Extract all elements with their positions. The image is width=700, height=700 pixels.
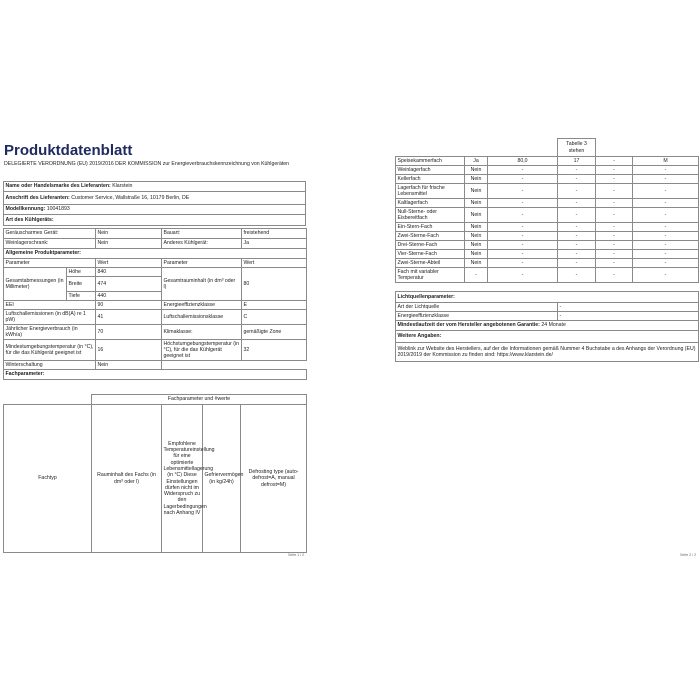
compartment-name: Null-Sterne- oder Eisbereitfach [396, 208, 465, 223]
empty-cell [488, 139, 558, 157]
table-row [396, 241, 699, 250]
device-type-table [3, 228, 307, 259]
volume-value: 80 [242, 268, 307, 301]
empty-cell [242, 361, 307, 370]
table-row [396, 175, 699, 184]
more-info-text: Weblink zur Website des Herstellers, auf der die Informationen gemäß Nummer 4 Buchstabe a des Anhangs der Verordnung (EU) 2019/2019 der Kommission zu finden sind: https://www.klarstein.de/ [396, 343, 699, 362]
regulation-intro: DELEGIERTE VERORDNUNG (EU) 2019/2016 DER KOMMISSION zur Energieverbrauchskennzeichnung von Kühlgeräten [4, 161, 290, 167]
compartment-freeze: - [596, 259, 633, 268]
compartment-present: Nein [465, 184, 488, 199]
compartment-header: Fachparameter: [4, 370, 307, 380]
other-value: Ja [242, 239, 307, 249]
compartment-present: Nein [465, 199, 488, 208]
compartment-present: Nein [465, 208, 488, 223]
eei-label: EEI [4, 301, 96, 310]
compartment-temp: - [558, 232, 596, 241]
noise-class-label: Luftschallemissionsklasse [162, 310, 242, 325]
compartment-freeze: - [596, 250, 633, 259]
depth-value: 440 [96, 292, 162, 301]
empty-cell [465, 139, 488, 157]
table-row [396, 184, 699, 199]
warranty-row: Mindestlaufzeit der vom Hersteller angebotenen Garantie: 24 Monate [396, 321, 699, 331]
table-row [396, 157, 699, 166]
table-row [396, 223, 699, 232]
table-row [396, 232, 699, 241]
compartment-defrost: - [633, 259, 699, 268]
general-params-table [3, 258, 307, 380]
compartment-name: Ein-Stern-Fach [396, 223, 465, 232]
compartment-temp: - [558, 241, 596, 250]
compartment-temp: - [558, 175, 596, 184]
compartment-defrost: - [633, 199, 699, 208]
value-col-header: Wert [96, 259, 162, 268]
volume-col-header: Rauminhalt des Fachs (in dm³ oder l) [92, 405, 162, 553]
supplier-table [3, 181, 306, 226]
compartment-defrost: - [633, 223, 699, 232]
quiet-label: Geräuscharmes Gerät: [4, 229, 96, 239]
width-label: Breite [67, 277, 96, 292]
compartment-present: Nein [465, 166, 488, 175]
climate-label: Klimaklasse: [162, 325, 242, 340]
empty-cell [162, 361, 242, 370]
compartment-name: Speisekammerfach [396, 157, 465, 166]
max-temp-value: 32 [242, 340, 307, 361]
compartment-volume: - [488, 250, 558, 259]
compartment-present: Nein [465, 241, 488, 250]
supplier-address-row: Anschrift des Lieferanten: Customer Service, Wallstraße 16, 10179 Berlin, DE [4, 192, 306, 205]
compartment-freeze: - [596, 184, 633, 199]
compartment-name: Vier-Sterne-Fach [396, 250, 465, 259]
compartment-present: Nein [465, 232, 488, 241]
build-value: freistehend [242, 229, 307, 239]
compartment-subheader: Fachparameter und #werte [92, 395, 307, 405]
compartment-defrost: - [633, 268, 699, 283]
eei-value: 90 [96, 301, 162, 310]
energy-label: Jährlicher Energieverbrauch (in kWh/a) [4, 325, 96, 340]
compartment-volume: - [488, 175, 558, 184]
wine-label: Weinlagerschrank: [4, 239, 96, 249]
compartment-table [3, 394, 307, 553]
compartment-temp: - [558, 259, 596, 268]
compartment-name: Fach mit variabler Temperatur [396, 268, 465, 283]
compartment-freeze: - [596, 232, 633, 241]
compartment-volume: - [488, 199, 558, 208]
light-header: Lichtquellenparameter: [396, 292, 699, 303]
light-type-label: Art der Lichtquelle [396, 303, 558, 312]
compartment-temp: - [558, 199, 596, 208]
width-value: 474 [96, 277, 162, 292]
empty-cell [596, 139, 633, 157]
light-warranty-table [395, 291, 699, 362]
energy-value: 70 [96, 325, 162, 340]
compartment-freeze: - [596, 199, 633, 208]
compartment-present: Nein [465, 175, 488, 184]
empty-cell [4, 395, 92, 405]
compartment-volume: - [488, 208, 558, 223]
volume-label: Gesamtrauminhalt (in dm³ oder l) [162, 268, 242, 301]
winter-value: Nein [96, 361, 162, 370]
compartment-defrost: - [633, 250, 699, 259]
compartment-name: Kaltlagerfach [396, 199, 465, 208]
compartment-defrost: - [633, 208, 699, 223]
wine-value: Nein [96, 239, 162, 249]
table-row [396, 199, 699, 208]
general-header: Allgemeine Produktparameter: [4, 249, 307, 259]
light-type-value: - [558, 303, 699, 312]
compartment-present: Nein [465, 223, 488, 232]
compartment-values-table [395, 138, 699, 283]
compartment-volume: - [488, 166, 558, 175]
noise-label: Luftschallemissionen (in dB(A) re 1 pW) [4, 310, 96, 325]
model-row: Modellkennung: 10041893 [4, 205, 306, 215]
eclass-label: Energieeffizienzklasse [162, 301, 242, 310]
temp-col-header: Empfohlene Temperatureinstellung für eine optimierte Lebensmittellagerung (in °C) Diese Einstellungen dürfen nicht im Widerspruch zu den Lagerbedingungen nach Anhang IV [162, 405, 203, 553]
max-temp-label: Höchstumgebungstemperatur (in °C), für die das Kühlgerät geeignet ist [162, 340, 242, 361]
noise-value: 41 [96, 310, 162, 325]
more-info-header: Weitere Angaben: [396, 331, 699, 343]
compartment-freeze: - [596, 166, 633, 175]
compartment-present: Nein [465, 259, 488, 268]
param-col-header: Parameter [162, 259, 242, 268]
compartment-volume: - [488, 223, 558, 232]
compartment-temp: 17 [558, 157, 596, 166]
compartment-freeze: - [596, 223, 633, 232]
compartment-temp: - [558, 166, 596, 175]
compartment-temp: - [558, 223, 596, 232]
climate-value: gemäßigte Zone [242, 325, 307, 340]
noise-class-value: C [242, 310, 307, 325]
page-title: Produktdatenblatt [4, 142, 133, 159]
table-row [396, 208, 699, 223]
compartment-defrost: - [633, 184, 699, 199]
compartment-volume: 80,0 [488, 157, 558, 166]
compartment-volume: - [488, 232, 558, 241]
compartment-defrost: M [633, 157, 699, 166]
compartment-present: Ja [465, 157, 488, 166]
datasheet-page-2 [392, 134, 700, 564]
empty-cell [396, 139, 465, 157]
compartment-temp: - [558, 250, 596, 259]
compartment-present: - [465, 268, 488, 283]
compartment-name: Zwei-Sterne-Abteil [396, 259, 465, 268]
quiet-value: Nein [96, 229, 162, 239]
compartment-name: Kellerfach [396, 175, 465, 184]
table3-note: Tabelle 3 stehen [558, 139, 596, 157]
compartment-defrost: - [633, 232, 699, 241]
compartment-freeze: - [596, 208, 633, 223]
supplier-name-row: Name oder Handelsmarke des Lieferanten: Klarstein [4, 182, 306, 192]
empty-cell [633, 139, 699, 157]
compartment-freeze: - [596, 157, 633, 166]
table-row [396, 166, 699, 175]
compartment-defrost: - [633, 175, 699, 184]
compartment-present: Nein [465, 250, 488, 259]
fachtyp-header: Fachtyp [4, 405, 92, 553]
table-row [396, 268, 699, 283]
other-label: Anderes Kühlgerät: [162, 239, 242, 249]
min-temp-value: 16 [96, 340, 162, 361]
height-value: 840 [96, 268, 162, 277]
min-temp-label: Mindestumgebungstemperatur (in °C), für die das Kühlgerät geeignet ist [4, 340, 96, 361]
compartment-name: Drei-Sterne-Fach [396, 241, 465, 250]
datasheet-page-1 [0, 134, 310, 564]
compartment-volume: - [488, 241, 558, 250]
compartment-name: Weinlagerfach [396, 166, 465, 175]
depth-label: Tiefe [67, 292, 96, 301]
page-footer: Seite 2 / 2 [680, 553, 697, 557]
compartment-name: Lagerfach für frische Lebensmittel [396, 184, 465, 199]
compartment-volume: - [488, 184, 558, 199]
compartment-temp: - [558, 208, 596, 223]
compartment-volume: - [488, 259, 558, 268]
compartment-volume: - [488, 268, 558, 283]
defrost-col-header: Defrosting type (auto-defrost=A, manual defrost=M) [241, 405, 307, 553]
table-row [396, 250, 699, 259]
device-type-header: Art des Kühlgeräts: [4, 215, 306, 226]
compartment-temp: - [558, 268, 596, 283]
compartment-freeze: - [596, 175, 633, 184]
page-footer: Seite 1 / 2 [288, 553, 305, 557]
height-label: Höhe [67, 268, 96, 277]
build-label: Bauart: [162, 229, 242, 239]
table-row [396, 259, 699, 268]
compartment-defrost: - [633, 241, 699, 250]
freeze-col-header: Gefriervermögen (in kg/24h) [203, 405, 241, 553]
param-col-header: Parameter [4, 259, 96, 268]
light-class-label: Energieeffizienzklasse [396, 312, 558, 321]
winter-label: Winterschaltung [4, 361, 96, 370]
value-col-header: Wert [242, 259, 307, 268]
eclass-value: E [242, 301, 307, 310]
compartment-freeze: - [596, 268, 633, 283]
compartment-defrost: - [633, 166, 699, 175]
compartment-name: Zwei-Sterne-Fach [396, 232, 465, 241]
compartment-temp: - [558, 184, 596, 199]
dimensions-label: Gesamtabmessungen (in Millimeter) [4, 268, 67, 301]
light-class-value: - [558, 312, 699, 321]
compartment-freeze: - [596, 241, 633, 250]
